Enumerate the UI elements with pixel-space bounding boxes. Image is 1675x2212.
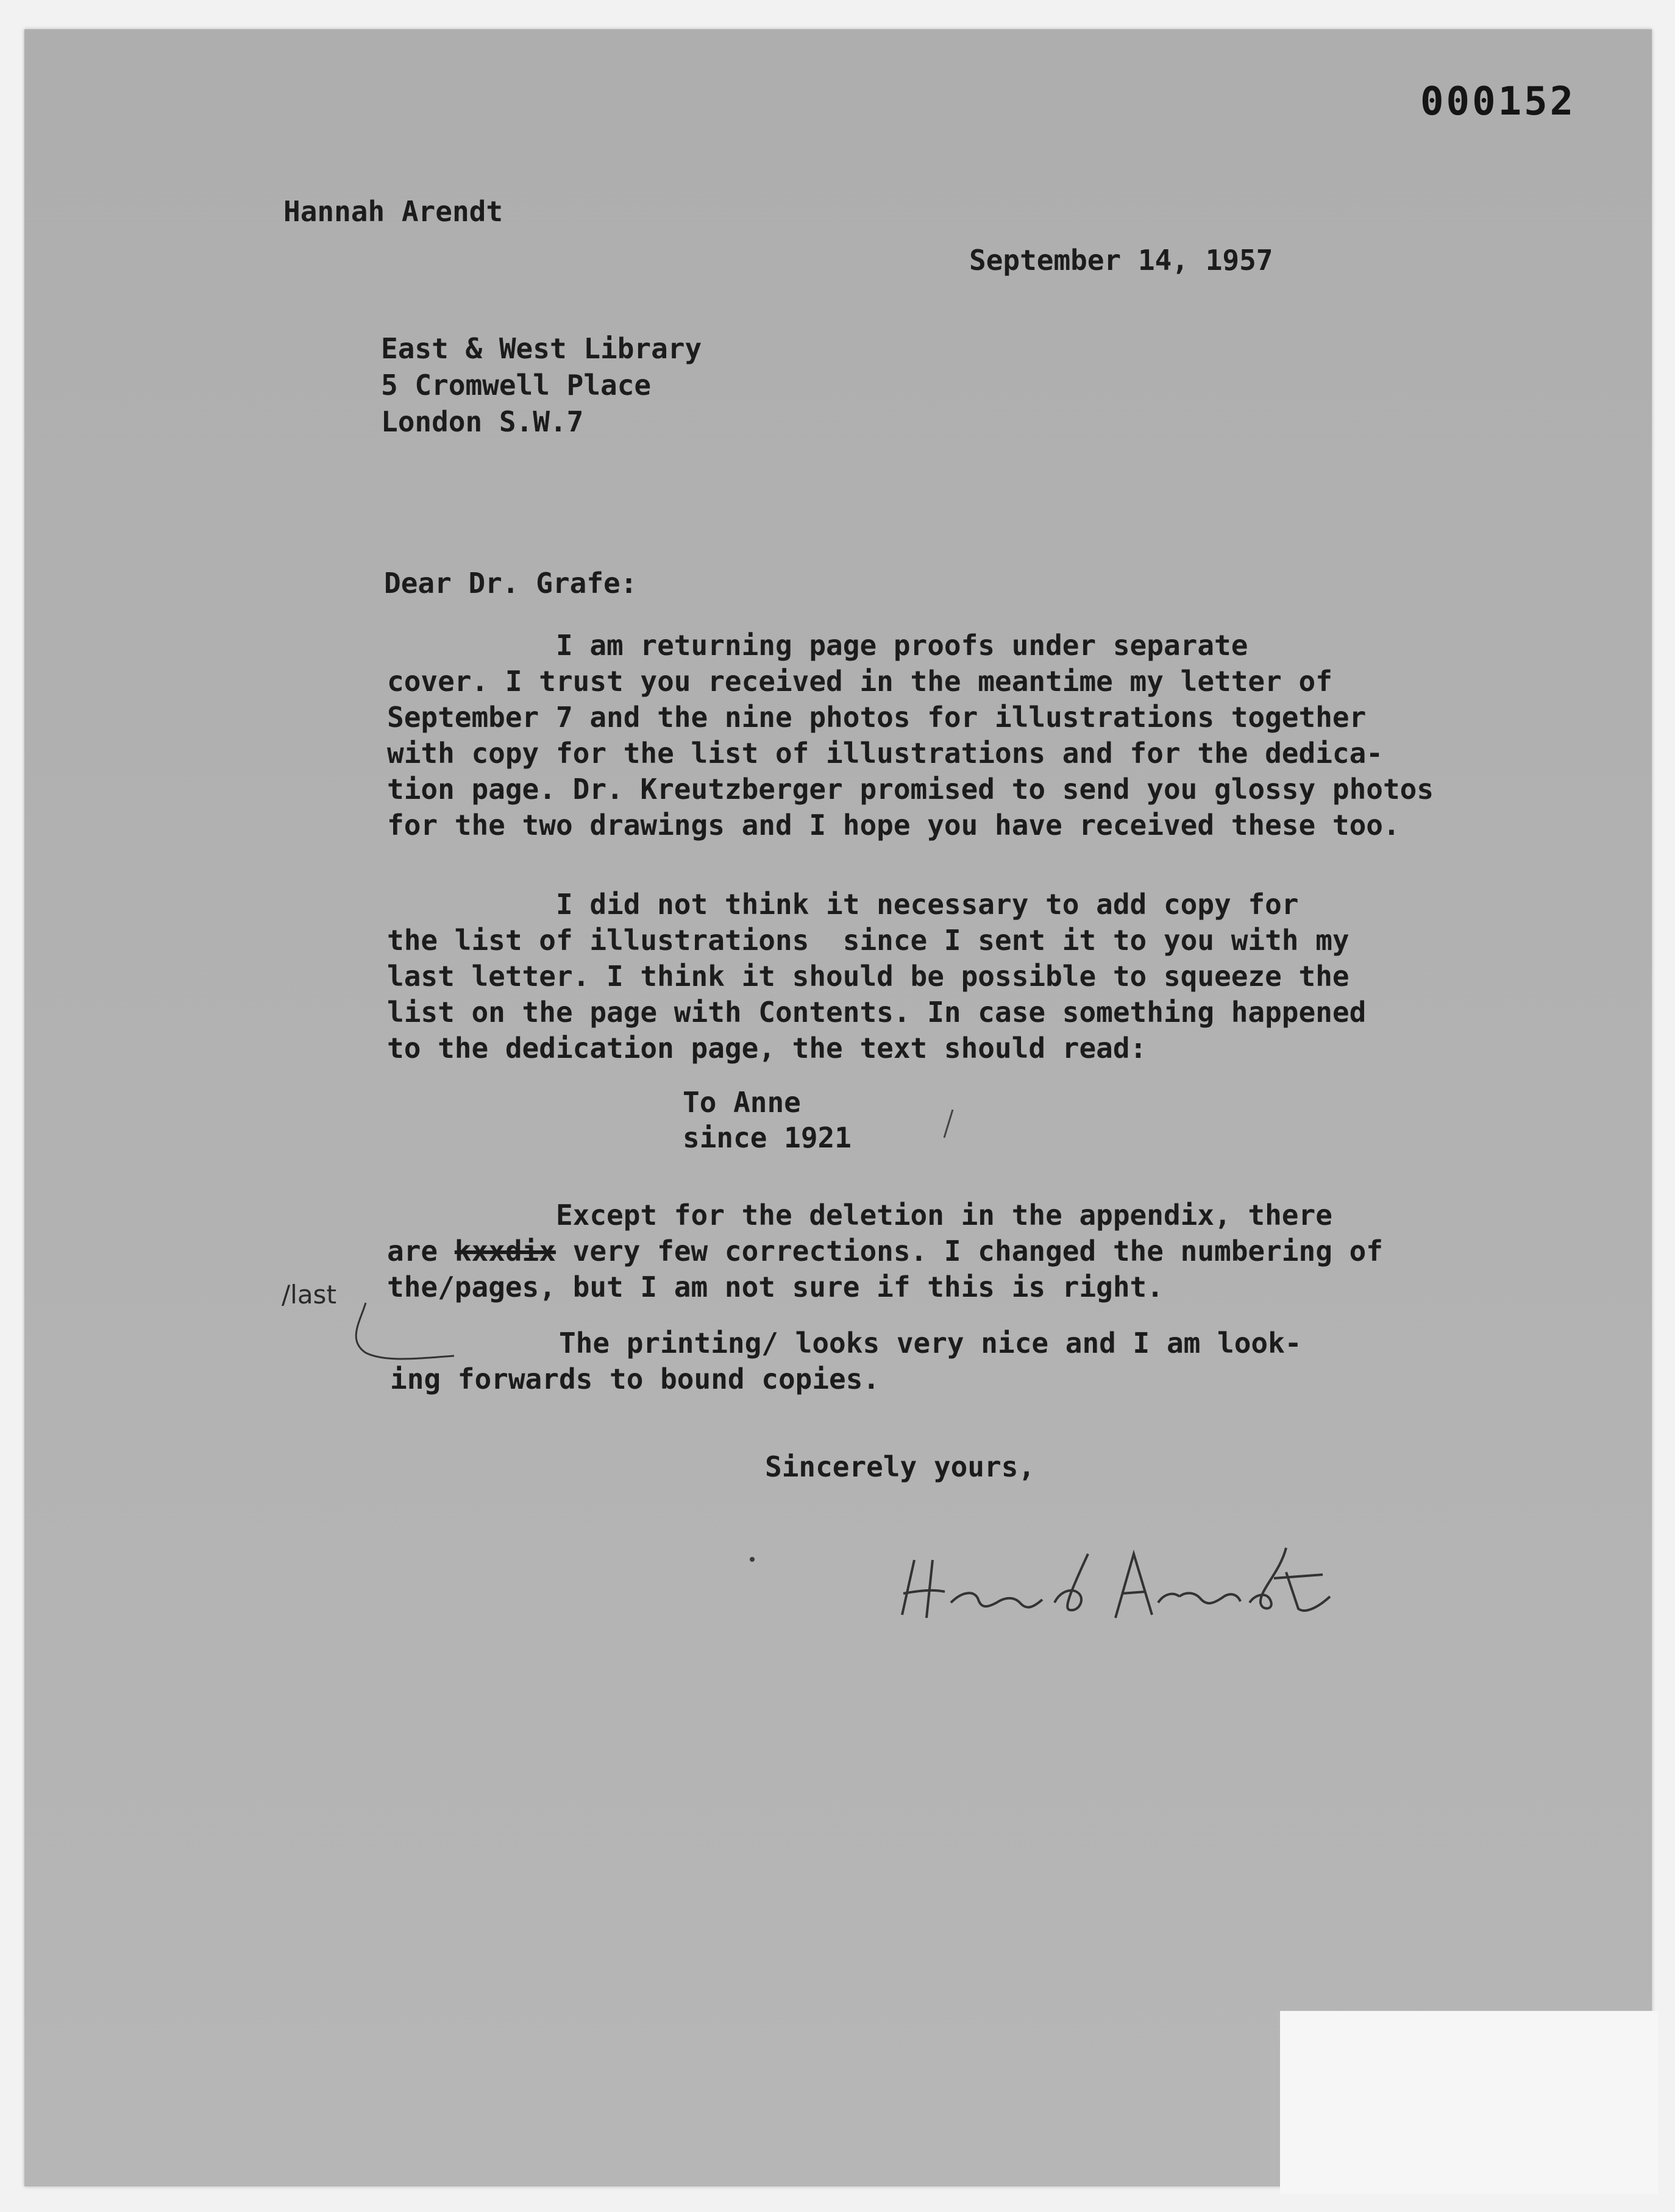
paragraph-1-line: with copy for the list of illustrations and for the dedica- (387, 737, 1383, 770)
paragraph-2-line: list on the page with Contents. In case something happened (387, 996, 1367, 1029)
paragraph-2-line: last letter. I think it should be possible to squeeze the (387, 960, 1350, 993)
torn-corner (1280, 2011, 1658, 2194)
paragraph-2 (387, 887, 1366, 1066)
paragraph-3-line: Except for the deletion in the appendix, there (387, 1199, 1332, 1232)
paragraph-1-line: cover. I trust you received in the meantime my letter of (387, 665, 1332, 698)
handwritten-insertion: /last (282, 1280, 336, 1310)
paragraph-4-line: The printing/ looks very nice and I am look- (390, 1327, 1302, 1359)
dedication-line: To Anne (683, 1086, 801, 1119)
handwritten-signature (896, 1536, 1335, 1627)
paragraph-3-line (387, 1233, 1383, 1269)
letter-date: September 14, 1957 (969, 244, 1273, 277)
paragraph-3-text: very few corrections. I changed the numbering of (555, 1235, 1383, 1267)
struck-out-word: kxxdix (454, 1235, 556, 1267)
paragraph-3-line: the/pages, but I am not sure if this is right. (387, 1271, 1164, 1303)
paragraph-1-line: for the two drawings and I hope you have received these too. (387, 809, 1400, 842)
paragraph-2-line: to the dedication page, the text should read: (387, 1032, 1147, 1065)
closing: Sincerely yours, (765, 1450, 1036, 1483)
paragraph-2-line: the list of illustrations since I sent it to you with my (387, 924, 1350, 957)
paragraph-2-line: I did not think it necessary to add copy for (387, 888, 1299, 921)
salutation: Dear Dr. Grafe: (384, 567, 638, 600)
paragraph-1-line: I am returning page proofs under separate (387, 629, 1248, 662)
address-line-2: 5 Cromwell Place (381, 369, 652, 402)
paragraph-3-text: are (387, 1235, 455, 1267)
paragraph-1 (387, 628, 1434, 843)
address-line-3: London S.W.7 (381, 405, 584, 438)
paragraph-3 (387, 1197, 1383, 1305)
paragraph-4-line: ing forwards to bound copies. (390, 1363, 880, 1395)
paragraph-4 (390, 1325, 1302, 1397)
pencil-tick-mark (936, 1106, 960, 1143)
document-number: 000152 (1420, 79, 1576, 124)
paragraph-1-line: September 7 and the nine photos for illustrations together (387, 701, 1367, 734)
paragraph-1-line: tion page. Dr. Kreutzberger promised to send you glossy photos (387, 773, 1434, 806)
dedication-line: since 1921 (683, 1121, 852, 1154)
ink-dot (750, 1557, 755, 1562)
sender-name: Hannah Arendt (283, 195, 503, 228)
dedication-text (683, 1085, 852, 1155)
address-line-1: East & West Library (381, 332, 702, 365)
